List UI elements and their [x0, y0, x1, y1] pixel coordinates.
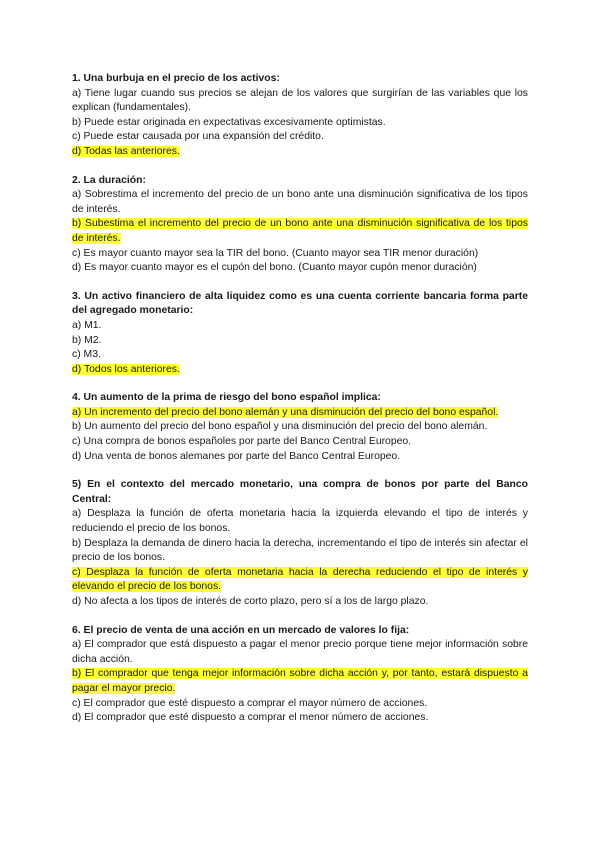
option-text: b) M2. — [72, 334, 102, 346]
question-5 — [72, 478, 528, 609]
highlighted-answer: d) Todas las anteriores. — [72, 145, 180, 157]
highlighted-answer: b) Subestima el incremento del precio de un bono ante una disminución significativa de los tipos de interés. — [72, 218, 528, 244]
option-text: c) El comprador que esté dispuesto a comprar el mayor número de acciones. — [72, 697, 428, 709]
question-title: 6. El precio de venta de una acción en un mercado de valores lo fija: — [72, 624, 410, 636]
question-4 — [72, 391, 528, 464]
option-text: d) Una venta de bonos alemanes por parte del Banco Central Europeo. — [72, 450, 401, 462]
option-text: c) Es mayor cuanto mayor sea la TIR del bono. (Cuanto mayor sea TIR menor duración) — [72, 247, 479, 259]
option-text: c) Puede estar causada por una expansión del crédito. — [72, 131, 324, 143]
option-b-correct — [72, 667, 528, 696]
option-text: c) M3. — [72, 349, 101, 361]
option-c-correct — [72, 566, 528, 595]
option-d — [72, 595, 528, 610]
option-d-correct — [72, 363, 528, 378]
highlighted-answer: d) Todos los anteriores. — [72, 363, 180, 375]
question-2 — [72, 174, 528, 276]
option-b-correct — [72, 217, 528, 246]
option-c — [72, 247, 528, 262]
option-c — [72, 435, 528, 450]
option-a — [72, 507, 528, 536]
option-text: d) No afecta a los tipos de interés de corto plazo, pero sí a los de largo plazo. — [72, 596, 429, 607]
option-text: b) Puede estar originada en expectativas excesivamente optimistas. — [72, 116, 386, 128]
question-3 — [72, 290, 528, 378]
option-text: a) Sobrestima el incremento del precio de un bono ante una disminución significativa de los tipos de interés. — [72, 189, 528, 215]
option-text: a) M1. — [72, 319, 102, 331]
option-d-correct — [72, 145, 528, 160]
question-title: 3. Un activo financiero de alta liquidez como es una cuenta corriente bancaria forma parte del agregado monetario: — [72, 290, 528, 317]
option-text: a) Tiene lugar cuando sus precios se alejan de los valores que surgirían de las variables que los explican (fundamentales). — [72, 87, 528, 114]
highlighted-answer: c) Desplaza la función de oferta monetaria hacia la derecha reduciendo el tipo de interés y elevando el precio de los bonos. — [72, 566, 528, 593]
option-b — [72, 334, 528, 349]
highlighted-answer: b) El comprador que tenga mejor información sobre dicha acción y, por tanto, estará dispuesto a pagar el mayor precio. — [72, 668, 528, 694]
option-d — [72, 261, 528, 276]
question-title: 4. Un aumento de la prima de riesgo del bono español implica: — [72, 392, 381, 404]
highlighted-answer: a) Un incremento del precio del bono alemán y una disminución del precio del bono español. — [72, 406, 499, 418]
option-b — [72, 420, 528, 435]
question-title: 1. Una burbuja en el precio de los activos: — [72, 73, 280, 84]
option-a — [72, 188, 528, 217]
question-6 — [72, 624, 528, 726]
option-d — [72, 711, 528, 726]
option-d — [72, 450, 528, 465]
option-a — [72, 87, 528, 116]
question-title: 2. La duración: — [72, 174, 146, 186]
option-b — [72, 116, 528, 131]
option-text: b) Desplaza la demanda de dinero hacia la derecha, incrementando el tipo de interés sin afectar el precio de los bonos. — [72, 537, 528, 564]
document-page — [72, 72, 528, 740]
option-c — [72, 130, 528, 145]
option-a — [72, 638, 528, 667]
question-title: 5) En el contexto del mercado monetario, una compra de bonos por parte del Banco Central: — [72, 479, 528, 505]
option-a — [72, 319, 528, 334]
option-a-correct — [72, 406, 528, 421]
question-1 — [72, 72, 528, 160]
option-b — [72, 537, 528, 566]
option-text: a) Desplaza la función de oferta monetaria hacia la izquierda elevando el tipo de interés y reduciendo el precio de los bonos. — [72, 508, 528, 535]
option-text: c) Una compra de bonos españoles por parte del Banco Central Europeo. — [72, 436, 412, 448]
option-text: a) El comprador que está dispuesto a pagar el menor precio porque tiene mejor información sobre dicha acción. — [72, 639, 528, 665]
option-text: d) Es mayor cuanto mayor es el cupón del bono. (Cuanto mayor cupón menor duración) — [72, 262, 477, 274]
option-c — [72, 348, 528, 363]
option-text: d) El comprador que esté dispuesto a comprar el menor número de acciones. — [72, 712, 429, 724]
option-text: b) Un aumento del precio del bono español y una disminución del precio del bono alemán. — [72, 421, 488, 433]
option-c — [72, 697, 528, 712]
